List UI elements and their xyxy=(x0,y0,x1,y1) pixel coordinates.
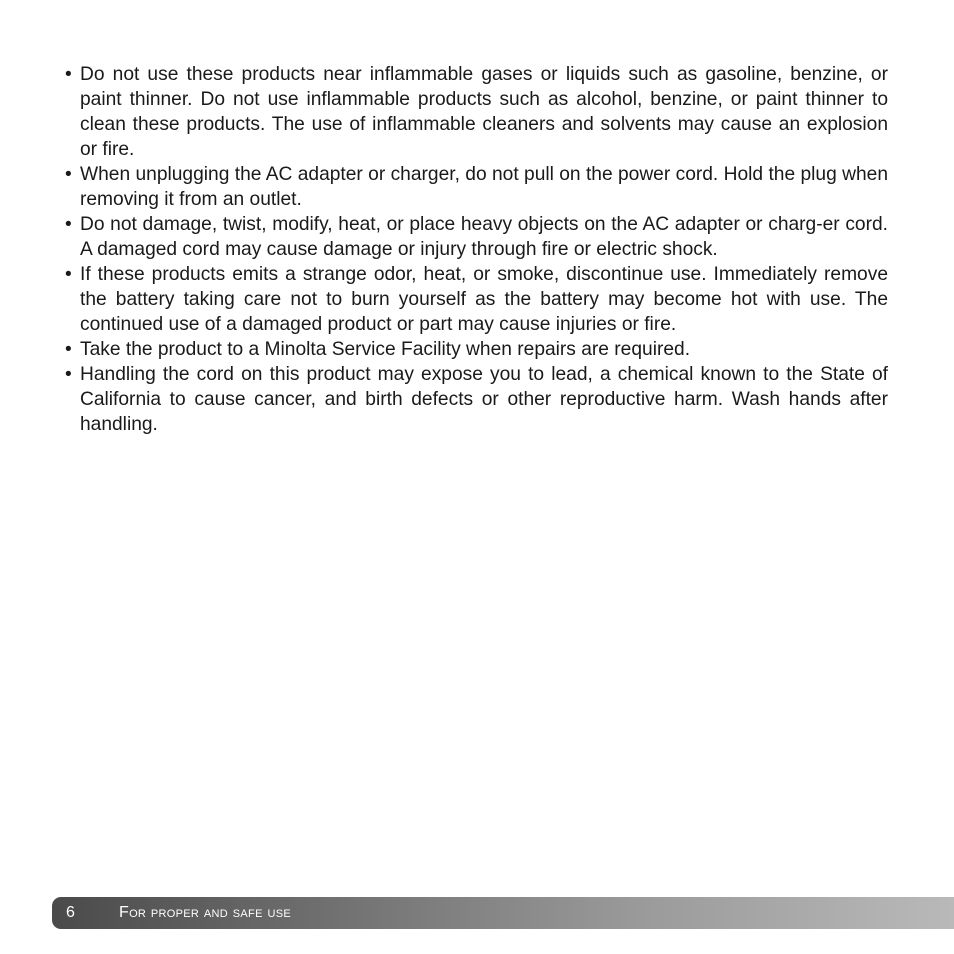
warning-text: Take the product to a Minolta Service Facility when repairs are required. xyxy=(80,339,691,360)
list-item xyxy=(64,337,888,362)
bullet-icon: • xyxy=(65,364,72,385)
warning-text: Do not use these products near inflammable gases or liquids such as gasoline, benzine, or paint thinner. Do not use inflammable products such as alcohol, benzine, or paint thinner to clean these products. The use of inflammable cleaners and solvents may cause an explosion or fire. xyxy=(80,64,888,160)
section-title: For proper and safe use xyxy=(119,904,291,921)
warning-list xyxy=(64,62,888,437)
bullet-icon: • xyxy=(65,214,72,235)
list-item xyxy=(64,162,888,212)
list-item xyxy=(64,62,888,162)
warning-text: Handling the cord on this product may expose you to lead, a chemical known to the State of California to cause cancer, and birth defects or other reproductive harm. Wash hands after handling. xyxy=(80,364,888,435)
warning-text: Do not damage, twist, modify, heat, or place heavy objects on the AC adapter or charg-er cord. A damaged cord may cause damage or injury through fire or electric shock. xyxy=(80,214,888,260)
bullet-icon: • xyxy=(65,339,72,360)
bullet-icon: • xyxy=(65,164,72,185)
warning-text: When unplugging the AC adapter or charger, do not pull on the power cord. Hold the plug when removing it from an outlet. xyxy=(80,164,888,210)
warning-text: If these products emits a strange odor, heat, or smoke, discontinue use. Immediately remove the battery taking care not to burn yourself as the battery may become hot with use. The continued use of a damaged product or part may cause injuries or fire. xyxy=(80,264,888,335)
page-number: 6 xyxy=(66,904,75,921)
safety-warnings-section xyxy=(64,62,888,437)
list-item xyxy=(64,212,888,262)
list-item xyxy=(64,362,888,437)
bullet-icon: • xyxy=(65,264,72,285)
list-item xyxy=(64,262,888,337)
bullet-icon: • xyxy=(65,64,72,85)
